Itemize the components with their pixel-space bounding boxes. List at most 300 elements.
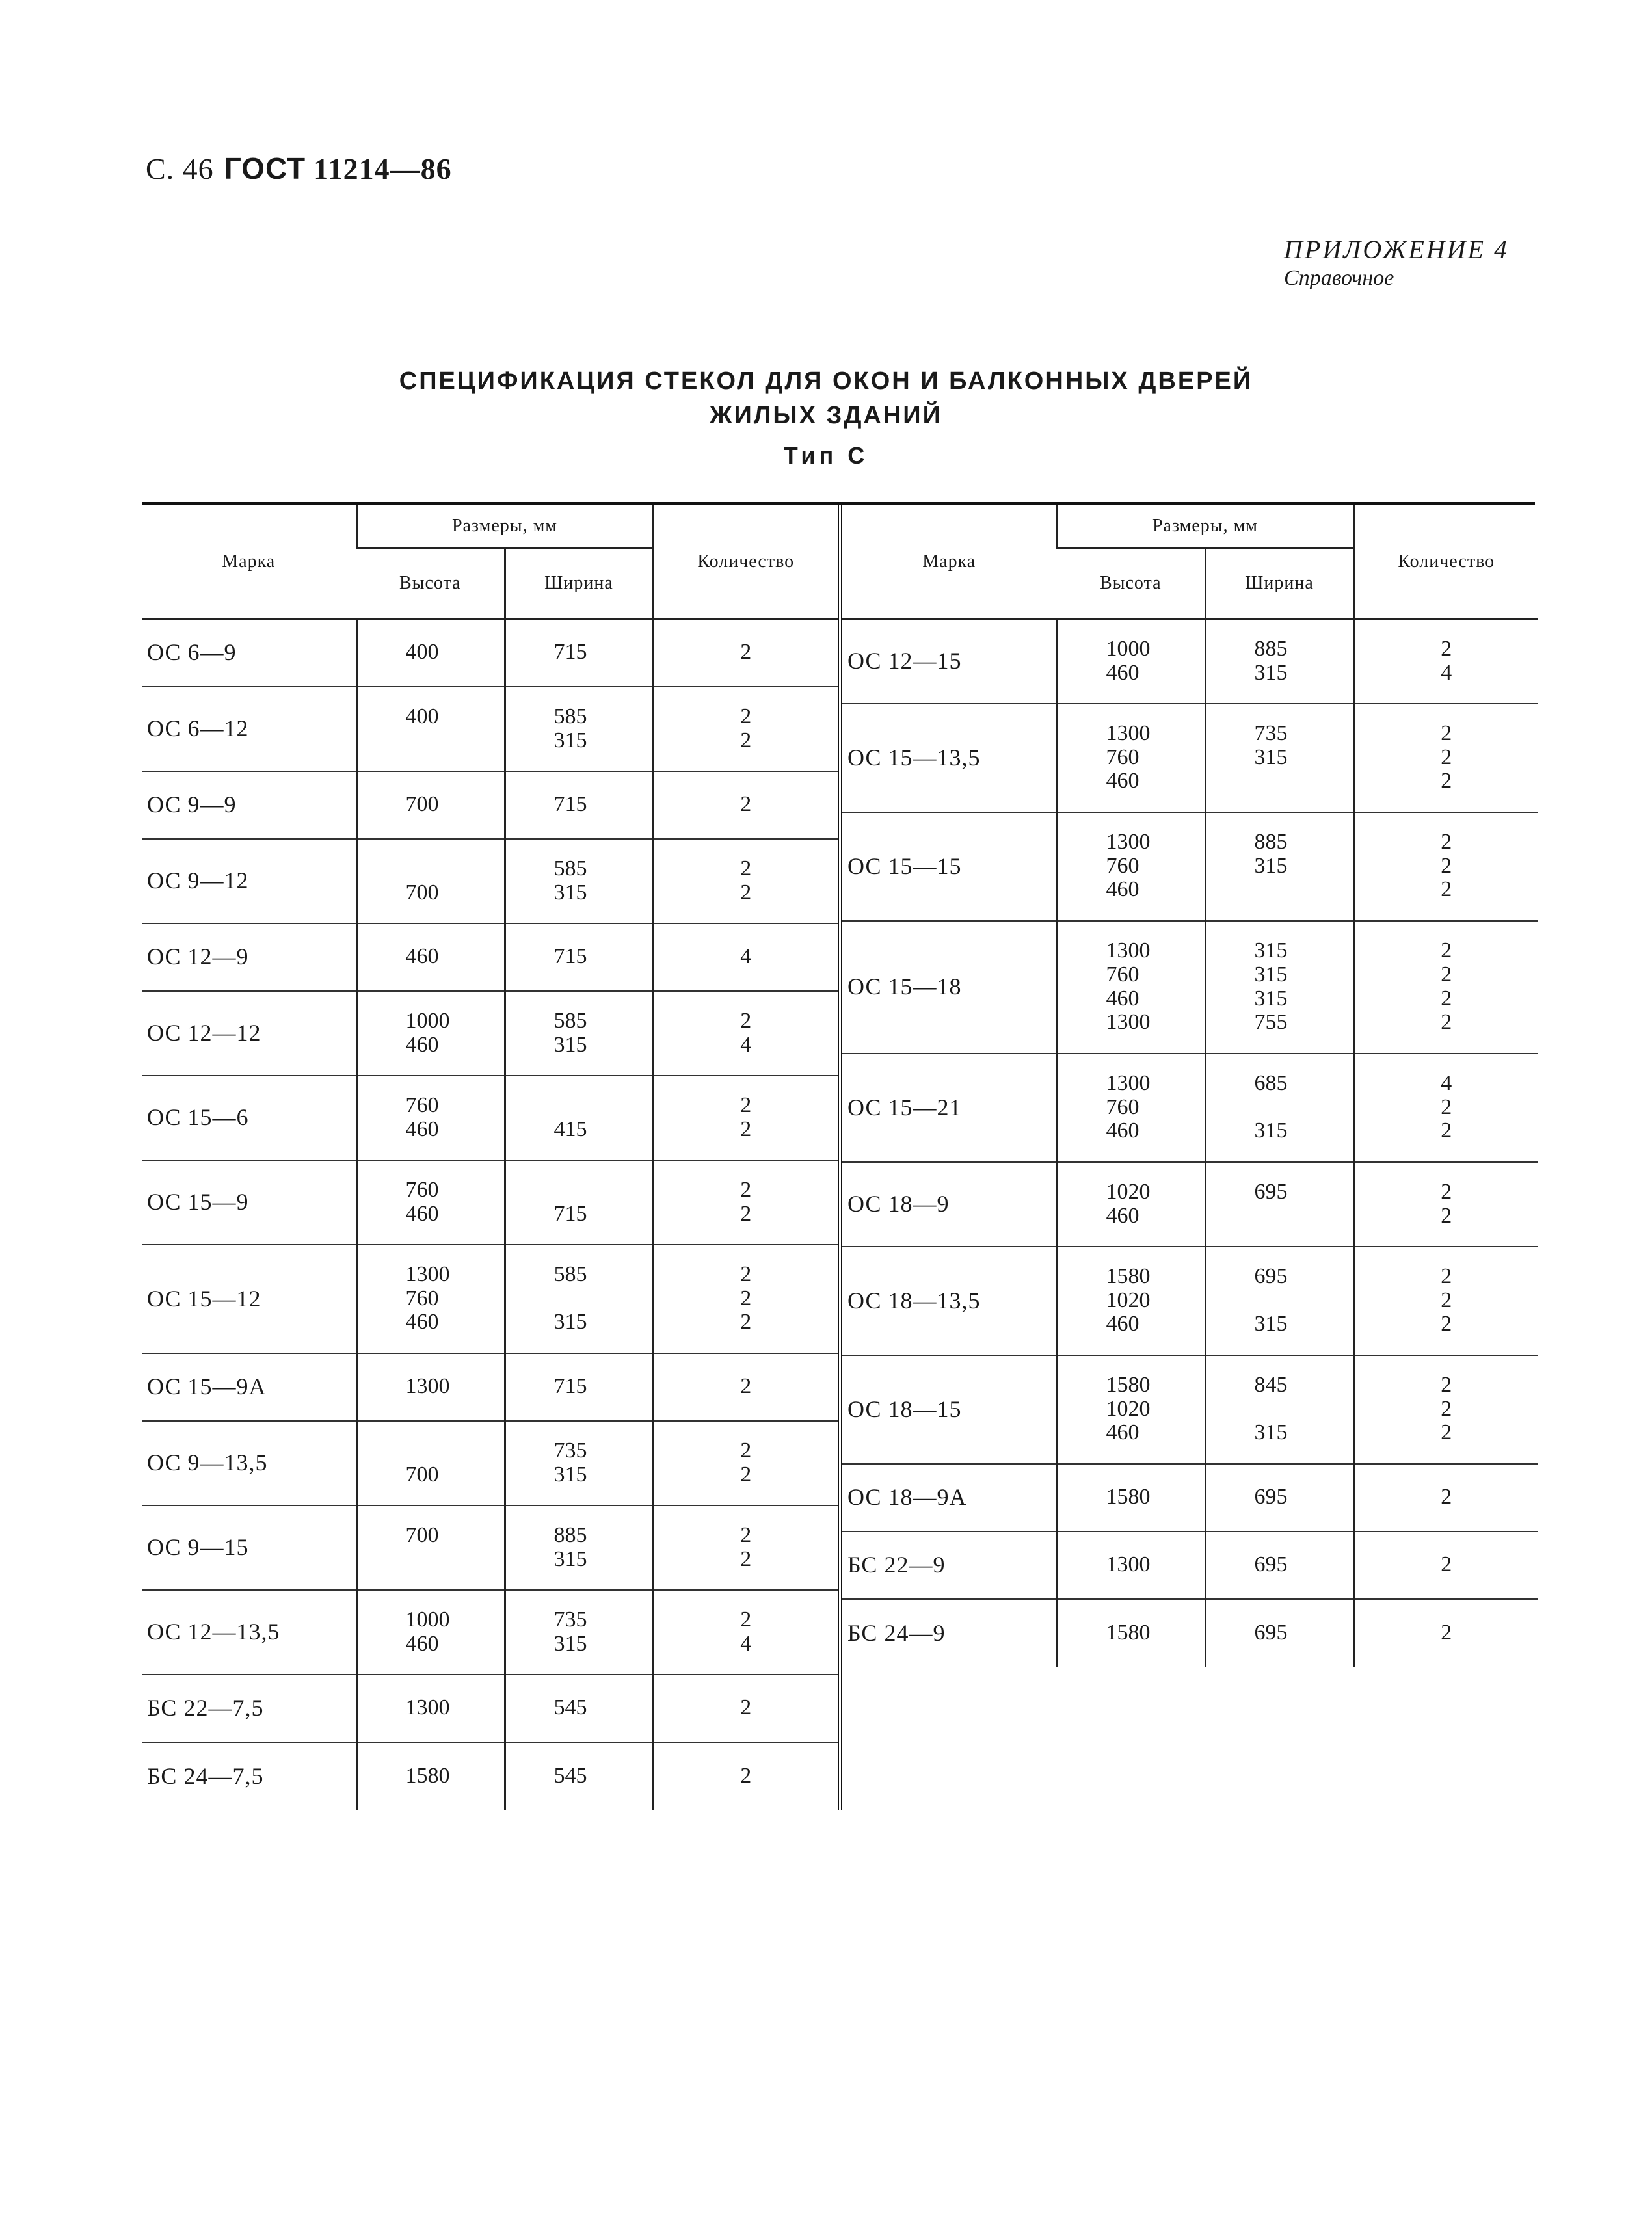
cell-height: [1057, 704, 1205, 812]
cell-value: 1300: [1106, 1552, 1151, 1577]
cell-value: 2: [1441, 1094, 1452, 1119]
cell-value: 315: [553, 1631, 587, 1656]
cell-value: 700: [405, 1522, 439, 1547]
cell-value: 885: [553, 1522, 587, 1547]
cell-value: 315: [553, 1462, 587, 1487]
appendix-label: [1284, 235, 1509, 293]
cell-qty: [1353, 1464, 1538, 1532]
cell-width: [1205, 1054, 1353, 1162]
cell-width: [505, 1505, 653, 1590]
cell-height: [356, 1590, 505, 1675]
cell-qty: [653, 1675, 838, 1742]
cell-value: 2: [1441, 637, 1452, 661]
cell-height: [356, 1742, 505, 1810]
cell-value: 760: [405, 1286, 439, 1310]
cell-mark: ОС 15—18: [842, 921, 1057, 1054]
cell-value: 2: [740, 792, 752, 817]
cell-width: [1205, 704, 1353, 812]
cell-mark: ОС 9—9: [142, 771, 356, 839]
table-row: [142, 923, 838, 991]
cell-mark: ОС 9—13,5: [142, 1421, 356, 1505]
cell-height: [1057, 1532, 1205, 1599]
cell-value: 2: [740, 1093, 752, 1117]
cell-value: 1000: [1106, 637, 1151, 661]
title-line-2: ЖИЛЫХ ЗДАНИЙ: [710, 402, 942, 430]
cell-value: 760: [1106, 1094, 1139, 1119]
cell-width: [1205, 921, 1353, 1054]
cell-value: 2: [1441, 962, 1452, 987]
cell-height: [356, 1076, 505, 1160]
table-row: [842, 1464, 1538, 1532]
cell-qty: [653, 1076, 838, 1160]
cell-value: 315: [553, 880, 587, 905]
cell-value: 545: [553, 1695, 587, 1720]
cell-value: 1580: [1106, 1372, 1151, 1397]
cell-height: [1057, 619, 1205, 704]
table-row: [842, 1355, 1538, 1464]
cell-value: 2: [740, 880, 752, 905]
cell-value: 700: [405, 1462, 439, 1487]
cell-value: 760: [405, 1093, 439, 1117]
cell-mark: ОС 6—12: [142, 687, 356, 771]
cell-width: [505, 1590, 653, 1675]
cell-value: [1255, 1398, 1353, 1422]
table-row: [842, 812, 1538, 921]
table-row: [142, 1076, 838, 1160]
cell-width: [1205, 1247, 1353, 1355]
cell-width: [1205, 1355, 1353, 1464]
cell-value: 400: [405, 640, 439, 665]
cell-value: 315: [1254, 962, 1288, 987]
cell-value: 2: [740, 1546, 752, 1571]
cell-value: 1300: [1106, 1010, 1151, 1035]
cell-value: 460: [1106, 1203, 1139, 1228]
column-header-height: Высота: [356, 548, 505, 619]
cell-value: 1000: [405, 1008, 450, 1033]
cell-value: 2: [1441, 853, 1452, 878]
cell-value: 1020: [1106, 1288, 1151, 1312]
cell-height: [356, 923, 505, 991]
cell-value: 2: [740, 728, 752, 752]
table-row: [842, 1532, 1538, 1599]
cell-value: 460: [405, 1032, 439, 1057]
table-row: [142, 1421, 838, 1505]
cell-qty: [653, 1353, 838, 1421]
cell-height: [356, 1421, 505, 1505]
cell-value: 2: [1441, 745, 1452, 769]
cell-value: 4: [740, 944, 752, 969]
cell-value: 715: [553, 640, 587, 665]
cell-width: [505, 1742, 653, 1810]
cell-value: 1300: [1106, 829, 1151, 854]
cell-qty: [653, 1421, 838, 1505]
cell-mark: ОС 18—15: [842, 1355, 1057, 1464]
cell-value: 2: [1441, 1203, 1452, 1228]
cell-value: 460: [405, 1310, 439, 1334]
table-right-body: [842, 619, 1538, 1667]
cell-width: [505, 687, 653, 771]
cell-width: [505, 1675, 653, 1742]
table-row: [142, 1245, 838, 1353]
cell-value: 2: [740, 1695, 752, 1720]
cell-value: 700: [405, 792, 439, 817]
cell-value: 2: [740, 1310, 752, 1334]
cell-value: 585: [553, 1008, 587, 1033]
cell-height: [1057, 1247, 1205, 1355]
table-row: [842, 1162, 1538, 1247]
cell-value: 2: [740, 1763, 752, 1788]
cell-value: [1255, 1204, 1353, 1228]
cell-width: [1205, 1599, 1353, 1667]
cell-value: 2: [740, 1607, 752, 1632]
cell-mark: ОС 9—12: [142, 839, 356, 923]
cell-value: 2: [1441, 1179, 1452, 1204]
cell-value: 2: [740, 1177, 752, 1202]
cell-value: 735: [1254, 721, 1288, 745]
cell-value: 695: [1254, 1264, 1288, 1288]
cell-value: [406, 1439, 504, 1463]
cell-value: 2: [1441, 986, 1452, 1011]
cell-qty: [653, 839, 838, 923]
cell-value: [554, 1287, 652, 1311]
cell-value: 2: [740, 1201, 752, 1226]
cell-width: [505, 1353, 653, 1421]
cell-height: [1057, 1599, 1205, 1667]
cell-value: 695: [1254, 1552, 1288, 1577]
cell-value: 885: [1254, 637, 1288, 661]
cell-value: 695: [1254, 1620, 1288, 1645]
cell-width: [505, 991, 653, 1076]
cell-value: 2: [1441, 877, 1452, 902]
cell-mark: ОС 18—9: [842, 1162, 1057, 1247]
cell-value: 695: [1254, 1485, 1288, 1509]
cell-value: 2: [740, 1522, 752, 1547]
cell-value: 1580: [1106, 1264, 1151, 1288]
cell-mark: БС 24—7,5: [147, 1762, 264, 1789]
standard-number: 11214—86: [313, 152, 452, 185]
cell-mark: ОС 6—9: [142, 619, 356, 687]
cell-value: [1255, 769, 1353, 793]
cell-value: 585: [553, 1262, 587, 1286]
cell-height: [356, 687, 505, 771]
cell-value: 2: [1441, 1264, 1452, 1288]
cell-height: [356, 771, 505, 839]
cell-qty: [1353, 1599, 1538, 1667]
column-header-width: Ширина: [505, 548, 653, 619]
cell-value: 760: [1106, 745, 1139, 769]
page-number: С. 46: [146, 152, 214, 185]
cell-height: [356, 991, 505, 1076]
cell-value: 2: [1441, 938, 1452, 963]
cell-value: 460: [1106, 1420, 1139, 1445]
title-line-1: СПЕЦИФИКАЦИЯ СТЕКОЛ ДЛЯ ОКОН И БАЛКОННЫХ ДВЕРЕЙ: [399, 367, 1253, 395]
cell-value: 760: [405, 1177, 439, 1202]
cell-value: 460: [1106, 877, 1139, 902]
table-row: [842, 704, 1538, 812]
cell-value: 2: [740, 1008, 752, 1033]
cell-qty: [1353, 812, 1538, 921]
cell-value: 2: [740, 1374, 752, 1399]
cell-value: 735: [553, 1607, 587, 1632]
cell-value: 315: [553, 1310, 587, 1334]
cell-width: [1205, 619, 1353, 704]
cell-value: 2: [1441, 1119, 1452, 1143]
cell-height: [356, 619, 505, 687]
cell-value: [554, 1094, 652, 1118]
cell-value: 715: [553, 792, 587, 817]
table-row: [142, 991, 838, 1076]
table-row: [142, 619, 838, 687]
cell-value: 2: [1441, 1552, 1452, 1577]
cell-mark: ОС 9—15: [142, 1505, 356, 1590]
table-left-half: [142, 505, 842, 1810]
cell-qty: [1353, 704, 1538, 812]
table-row: [142, 1675, 838, 1742]
cell-value: 315: [1254, 1119, 1288, 1143]
cell-width: [1205, 812, 1353, 921]
cell-value: 1300: [1106, 721, 1151, 745]
cell-value: [1255, 878, 1353, 902]
cell-width: [505, 1160, 653, 1245]
table-row: [842, 619, 1538, 704]
cell-height: [1057, 1464, 1205, 1532]
table-left: [142, 505, 838, 1810]
cell-value: 2: [1441, 769, 1452, 793]
cell-value: 2: [1441, 1396, 1452, 1421]
table-row: [142, 1590, 838, 1675]
table-row: [142, 1742, 838, 1810]
cell-value: 2: [1441, 1420, 1452, 1445]
cell-value: 2: [1441, 1485, 1452, 1509]
cell-width: [505, 1245, 653, 1353]
cell-value: 2: [1441, 721, 1452, 745]
cell-value: 2: [740, 640, 752, 665]
cell-width: [1205, 1464, 1353, 1532]
cell-value: 585: [553, 856, 587, 881]
cell-value: 460: [405, 1117, 439, 1141]
cell-qty: [653, 1590, 838, 1675]
cell-value: 2: [1441, 1372, 1452, 1397]
column-header-mark: Марка: [842, 505, 1057, 619]
cell-value: 1000: [405, 1607, 450, 1632]
cell-width: [505, 1421, 653, 1505]
cell-value: 4: [740, 1631, 752, 1656]
cell-mark: ОС 15—9А: [142, 1353, 356, 1421]
cell-qty: [1353, 1247, 1538, 1355]
cell-value: 1300: [1106, 938, 1151, 963]
cell-value: 1020: [1106, 1179, 1151, 1204]
table-right-half: [842, 505, 1538, 1810]
cell-value: 755: [1254, 1010, 1288, 1035]
column-header-qty: Количество: [1353, 505, 1538, 619]
table-row: [842, 921, 1538, 1054]
cell-value: 1300: [405, 1262, 450, 1286]
cell-value: 585: [553, 704, 587, 728]
cell-value: 460: [1106, 986, 1139, 1011]
cell-width: [505, 1076, 653, 1160]
column-header-height: Высота: [1057, 548, 1205, 619]
cell-qty: [1353, 1355, 1538, 1464]
cell-qty: [1353, 619, 1538, 704]
cell-value: 460: [1106, 1312, 1139, 1336]
appendix-subtitle: Справочное: [1284, 266, 1394, 290]
cell-mark: ОС 18—13,5: [842, 1247, 1057, 1355]
cell-width: [505, 619, 653, 687]
cell-value: 2: [740, 704, 752, 728]
cell-value: 315: [1254, 1312, 1288, 1336]
cell-value: 2: [1441, 829, 1452, 854]
table-row: [142, 839, 838, 923]
cell-height: [356, 1160, 505, 1245]
cell-value: 2: [740, 1438, 752, 1463]
cell-value: 1300: [405, 1695, 450, 1720]
cell-value: 400: [405, 704, 439, 728]
cell-value: 460: [405, 1201, 439, 1226]
page-header: [146, 151, 452, 186]
cell-value: 695: [1254, 1179, 1288, 1204]
cell-qty: [653, 923, 838, 991]
cell-value: 1580: [1106, 1485, 1151, 1509]
cell-width: [505, 923, 653, 991]
table-row: [842, 1054, 1538, 1162]
cell-value: 760: [1106, 962, 1139, 987]
cell-value: 735: [553, 1438, 587, 1463]
cell-value: 460: [405, 944, 439, 969]
cell-height: [1057, 812, 1205, 921]
cell-value: 460: [1106, 660, 1139, 685]
cell-width: [505, 771, 653, 839]
cell-height: [356, 1245, 505, 1353]
cell-mark: ОС 18—9А: [842, 1464, 1057, 1532]
cell-height: [1057, 1054, 1205, 1162]
cell-height: [1057, 1355, 1205, 1464]
cell-value: 2: [740, 1462, 752, 1487]
cell-mark: ОС 15—13,5: [842, 704, 1057, 812]
cell-value: 1580: [1106, 1620, 1151, 1645]
cell-height: [1057, 921, 1205, 1054]
cell-value: 315: [553, 1546, 587, 1571]
cell-value: [554, 1178, 652, 1202]
table-row: [142, 771, 838, 839]
cell-value: [1255, 1289, 1353, 1313]
column-header-sizes: Размеры, мм: [356, 505, 653, 548]
cell-mark: БС 22—9: [842, 1532, 1057, 1599]
cell-qty: [653, 991, 838, 1076]
cell-mark: ОС 15—21: [842, 1054, 1057, 1162]
cell-value: 760: [1106, 853, 1139, 878]
cell-value: 4: [1441, 1070, 1452, 1095]
table-row: [842, 1247, 1538, 1355]
cell-value: [406, 729, 504, 753]
column-header-sizes: Размеры, мм: [1057, 505, 1353, 548]
cell-value: 715: [553, 944, 587, 969]
cell-value: 315: [553, 728, 587, 752]
cell-value: 4: [1441, 660, 1452, 685]
cell-mark: БС 24—9: [847, 1619, 946, 1646]
table-row: [142, 687, 838, 771]
cell-height: [1057, 1162, 1205, 1247]
cell-mark: БС 22—7,5: [142, 1675, 356, 1742]
cell-qty: [1353, 1054, 1538, 1162]
cell-value: 2: [1441, 1010, 1452, 1035]
cell-value: 685: [1254, 1070, 1288, 1095]
type-label: Тип С: [783, 442, 869, 469]
cell-mark: ОС 12—15: [842, 619, 1057, 704]
cell-qty: [653, 1160, 838, 1245]
appendix-title: ПРИЛОЖЕНИЕ 4: [1284, 235, 1509, 264]
cell-mark: ОС 15—6: [142, 1076, 356, 1160]
cell-qty: [653, 1505, 838, 1590]
cell-qty: [653, 619, 838, 687]
table-row: [142, 1160, 838, 1245]
cell-qty: [653, 687, 838, 771]
cell-value: 545: [553, 1763, 587, 1788]
cell-value: 315: [553, 1032, 587, 1057]
cell-value: 2: [1441, 1312, 1452, 1336]
table-row: [142, 1505, 838, 1590]
cell-value: 700: [405, 880, 439, 905]
cell-qty: [1353, 1162, 1538, 1247]
cell-value: 715: [553, 1201, 587, 1226]
cell-value: 1300: [405, 1374, 450, 1399]
cell-value: [406, 1548, 504, 1572]
cell-mark: ОС 15—9: [142, 1160, 356, 1245]
cell-qty: [1353, 921, 1538, 1054]
cell-value: 2: [1441, 1288, 1452, 1312]
cell-value: 2: [740, 1262, 752, 1286]
cell-qty: [1353, 1532, 1538, 1599]
column-header-mark: Марка: [142, 505, 356, 619]
cell-value: [1255, 1096, 1353, 1120]
cell-value: 315: [1254, 660, 1288, 685]
cell-mark: ОС 15—15: [842, 812, 1057, 921]
cell-value: 715: [553, 1374, 587, 1399]
cell-value: 315: [1254, 986, 1288, 1011]
cell-height: [356, 839, 505, 923]
column-header-qty: Количество: [653, 505, 838, 619]
cell-width: [1205, 1162, 1353, 1247]
cell-height: [356, 1675, 505, 1742]
table-row: [842, 1599, 1538, 1667]
column-header-width: Ширина: [1205, 548, 1353, 619]
cell-value: 1020: [1106, 1396, 1151, 1421]
table-row: [142, 1353, 838, 1421]
table-right: [842, 505, 1538, 1667]
document-title: [0, 364, 1652, 433]
cell-qty: [653, 1245, 838, 1353]
cell-qty: [653, 771, 838, 839]
cell-value: 2: [1441, 1620, 1452, 1645]
cell-value: 315: [1254, 853, 1288, 878]
cell-value: [406, 857, 504, 881]
cell-value: 885: [1254, 829, 1288, 854]
cell-height: [356, 1505, 505, 1590]
cell-value: 315: [1254, 1420, 1288, 1445]
cell-value: 460: [405, 1631, 439, 1656]
cell-width: [1205, 1532, 1353, 1599]
cell-value: 845: [1254, 1372, 1288, 1397]
cell-width: [505, 839, 653, 923]
table-left-body: [142, 619, 838, 1810]
cell-mark: ОС 15—12: [142, 1245, 356, 1353]
cell-value: 415: [553, 1117, 587, 1141]
cell-mark: ОС 12—12: [142, 991, 356, 1076]
cell-value: 1580: [405, 1763, 450, 1788]
cell-value: 460: [1106, 1119, 1139, 1143]
cell-value: 315: [1254, 745, 1288, 769]
specification-table: [142, 502, 1535, 1810]
cell-mark: ОС 12—9: [142, 923, 356, 991]
